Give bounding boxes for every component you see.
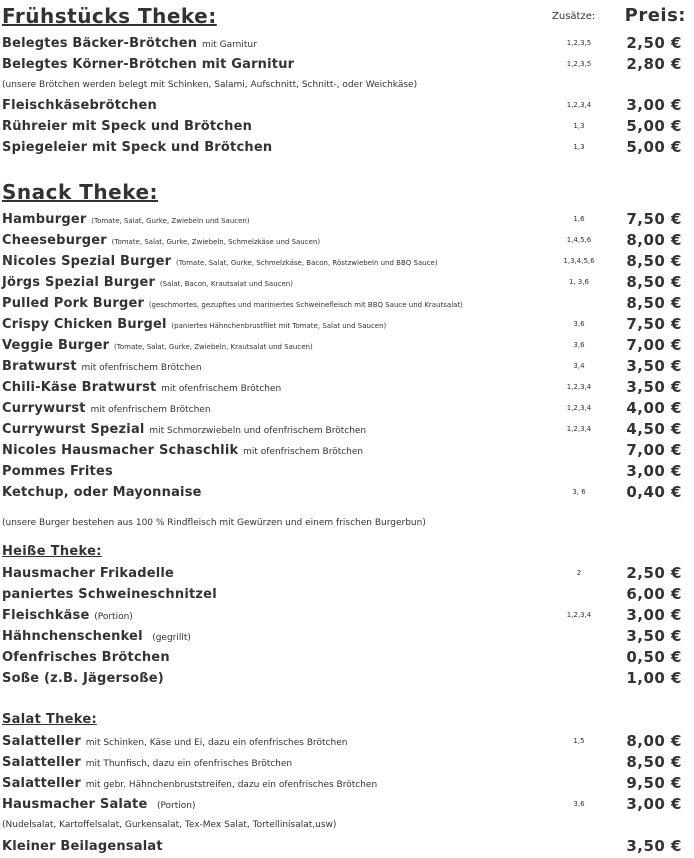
section-note: (unsere Burger bestehen aus 100 % Rindfleisch mit Gewürzen und einem frischen Burgerbun)	[2, 518, 426, 528]
item-price: 5,00 €	[626, 117, 682, 135]
item-price: 8,00 €	[626, 231, 682, 249]
item-price: 7,00 €	[626, 441, 682, 459]
menu-item	[2, 356, 692, 377]
item-name: Soße (z.B. Jägersoße)	[2, 671, 164, 686]
section-title-snack: Snack Theke:	[2, 180, 159, 204]
menu-item	[2, 794, 692, 815]
item-name: Fleischkäse (Portion)	[2, 608, 133, 623]
item-price: 6,00 €	[626, 585, 682, 603]
section-note: (unsere Brötchen werden belegt mit Schinken, Salami, Aufschnitt, Schnitt-, oder Weichkäse)	[2, 80, 418, 90]
item-description: mit Schmorzwiebeln und ofenfrischem Brötchen	[149, 426, 367, 436]
item-additives: 3,6	[573, 800, 585, 808]
item-name: Rühreier mit Speck und Brötchen	[2, 119, 253, 134]
menu-item	[2, 398, 692, 419]
item-price: 3,00 €	[626, 96, 682, 114]
item-price: 3,50 €	[626, 378, 682, 396]
item-price: 8,50 €	[626, 252, 682, 270]
item-additives: 1,4,5,6	[566, 236, 592, 244]
item-additives: 1,3,4,5,6	[563, 257, 595, 265]
item-name: Chili-Käse Bratwurst mit ofenfrischem Brötchen	[2, 380, 282, 395]
item-price: 8,50 €	[626, 753, 682, 771]
menu-item	[2, 836, 692, 857]
item-price: 7,00 €	[626, 336, 682, 354]
item-description: (Tomate, Salat, Gurke, Schmelzkäse, Bacon, Röstzwiebeln und BBQ Sauce)	[176, 259, 438, 267]
menu-item	[2, 335, 692, 356]
menu-item	[2, 605, 692, 626]
item-name: Salatteller mit Thunfisch, dazu ein ofenfrisches Brötchen	[2, 755, 293, 770]
menu-item	[2, 668, 692, 689]
item-price: 3,50 €	[626, 837, 682, 855]
item-price: 2,80 €	[626, 55, 682, 73]
item-name: Jörgs Spezial Burger (Salat, Bacon, Krautsalat und Saucen)	[2, 275, 293, 290]
menu-item	[2, 54, 692, 75]
item-price: 3,00 €	[626, 462, 682, 480]
item-description: (gegrillt)	[152, 633, 191, 643]
section-title-salat: Salat Theke:	[2, 712, 97, 727]
item-description: (Tomate, Salat, Gurke, Zwiebeln, Schmelzkäse und Saucen)	[111, 238, 321, 246]
item-additives: 1, 3,6	[568, 278, 590, 286]
item-name: Spiegeleier mit Speck und Brötchen	[2, 140, 273, 155]
item-name: Hamburger (Tomate, Salat, Gurke, Zwiebeln und Saucen)	[2, 212, 250, 227]
item-price: 2,50 €	[626, 34, 682, 52]
item-description: mit ofenfrischem Brötchen	[243, 447, 364, 457]
item-price: 7,50 €	[626, 210, 682, 228]
item-additives: 1,6	[573, 215, 585, 223]
menu-item	[2, 33, 692, 54]
item-name: Nicoles Hausmacher Schaschlik mit ofenfrischem Brötchen	[2, 443, 364, 458]
item-description: mit Thunfisch, dazu ein ofenfrisches Brötchen	[85, 759, 293, 769]
item-description: mit gebr. Hähnchenbruststreifen, dazu ein ofenfrisches Brötchen	[85, 780, 378, 790]
item-price: 2,50 €	[626, 564, 682, 582]
item-additives: 1,3	[573, 143, 585, 151]
menu-item	[2, 440, 692, 461]
item-name: Ofenfrisches Brötchen	[2, 650, 170, 665]
item-description: mit Schinken, Käse und Ei, dazu ein ofenfrisches Brötchen	[85, 738, 348, 748]
item-additives: 1,2,3,5	[566, 39, 592, 47]
item-additives: 3, 6	[572, 488, 586, 496]
section-title-heisse: Heiße Theke:	[2, 544, 102, 559]
menu-item	[2, 209, 692, 230]
item-additives: 3,4	[573, 362, 585, 370]
item-additives: 1,2,3,4	[566, 611, 592, 619]
menu-item	[2, 773, 692, 794]
item-name: Fleischkäsebrötchen	[2, 98, 157, 113]
item-additives: 1,2,3,4	[566, 101, 592, 109]
item-price: 3,50 €	[626, 627, 682, 645]
menu-item	[2, 419, 692, 440]
item-name: Currywurst mit ofenfrischem Brötchen	[2, 401, 211, 416]
item-price: 4,00 €	[626, 399, 682, 417]
item-additives: 1,2,3,4	[566, 383, 592, 391]
menu-item	[2, 752, 692, 773]
menu-item	[2, 137, 692, 158]
menu-item	[2, 116, 692, 137]
item-price: 4,50 €	[626, 420, 682, 438]
item-name: Bratwurst mit ofenfrischem Brötchen	[2, 359, 202, 374]
section-note: (Nudelsalat, Kartoffelsalat, Gurkensalat, Tex-Mex Salat, Tortellinisalat,usw)	[2, 820, 337, 830]
item-price: 8,50 €	[626, 294, 682, 312]
menu-item	[2, 731, 692, 752]
item-name: Hausmacher Frikadelle	[2, 566, 175, 581]
menu-item	[2, 230, 692, 251]
item-description: (paniertes Hähnchenbrustfilet mit Tomate, Salat und Saucen)	[171, 322, 387, 330]
item-price: 3,00 €	[626, 606, 682, 624]
item-price: 3,50 €	[626, 357, 682, 375]
menu-item	[2, 626, 692, 647]
menu-item	[2, 251, 692, 272]
item-price: 0,50 €	[626, 648, 682, 666]
item-name: Veggie Burger (Tomate, Salat, Gurke, Zwiebeln, Krautsalat und Saucen)	[2, 338, 313, 353]
menu-item	[2, 482, 692, 503]
item-price: 8,00 €	[626, 732, 682, 750]
item-additives: 3,6	[573, 320, 585, 328]
item-price: 1,00 €	[626, 669, 682, 687]
section-title-fruehstueck: Frühstücks Theke:	[2, 4, 217, 28]
item-additives: 1,5	[573, 737, 585, 745]
menu-item	[2, 293, 692, 314]
item-description: (Portion)	[94, 612, 133, 622]
menu-item	[2, 461, 692, 482]
item-name: Currywurst Spezial mit Schmorzwiebeln und ofenfrischem Brötchen	[2, 422, 367, 437]
item-name: Crispy Chicken Burgel (paniertes Hähnchenbrustfilet mit Tomate, Salat und Saucen)	[2, 317, 387, 332]
menu-item	[2, 272, 692, 293]
menu-item	[2, 377, 692, 398]
item-name: Hähnchenschenkel (gegrillt)	[2, 629, 191, 644]
item-additives: 1,2,3,5	[566, 60, 592, 68]
item-price: 9,50 €	[626, 774, 682, 792]
item-price: 0,40 €	[626, 483, 682, 501]
item-description: mit Garnitur	[201, 40, 257, 50]
item-price: 3,00 €	[626, 795, 682, 813]
item-description: (Tomate, Salat, Gurke, Zwiebeln und Saucen)	[91, 217, 250, 225]
menu-item	[2, 314, 692, 335]
item-name: Pulled Pork Burger (geschmortes, gezupftes und mariniertes Schweinefleisch mit BBQ Sauce und Krautsalat)	[2, 296, 463, 311]
item-name: Belegtes Körner-Brötchen mit Garnitur	[2, 57, 295, 72]
item-price: 7,50 €	[626, 315, 682, 333]
item-name: Salatteller mit gebr. Hähnchenbruststreifen, dazu ein ofenfrisches Brötchen	[2, 776, 378, 791]
menu-item	[2, 95, 692, 116]
item-name: Hausmacher Salate (Portion)	[2, 797, 196, 812]
menu-item	[2, 563, 692, 584]
item-additives: 3,6	[573, 341, 585, 349]
item-description: (Tomate, Salat, Gurke, Zwiebeln, Krautsalat und Saucen)	[114, 343, 313, 351]
additives-column-header: Zusätze:	[552, 11, 596, 22]
menu-item	[2, 647, 692, 668]
item-description: (Salat, Bacon, Krautsalat und Saucen)	[159, 280, 293, 288]
item-name: Cheeseburger (Tomate, Salat, Gurke, Zwiebeln, Schmelzkäse und Saucen)	[2, 233, 321, 248]
item-name: Kleiner Beilagensalat	[2, 839, 163, 854]
item-additives: 1,2,3,4	[566, 425, 592, 433]
item-price: 8,50 €	[626, 273, 682, 291]
item-additives: 2	[576, 569, 582, 577]
item-name: Pommes Frites	[2, 464, 113, 479]
item-description: mit ofenfrischem Brötchen	[90, 405, 211, 415]
item-name: paniertes Schweineschnitzel	[2, 587, 217, 602]
item-name: Salatteller mit Schinken, Käse und Ei, dazu ein ofenfrisches Brötchen	[2, 734, 348, 749]
item-name: Belegtes Bäcker-Brötchen mit Garnitur	[2, 36, 257, 51]
menu-item	[2, 584, 692, 605]
item-price: 5,00 €	[626, 138, 682, 156]
item-name: Ketchup, oder Mayonnaise	[2, 485, 202, 500]
item-description: (Portion)	[156, 801, 196, 811]
item-description: mit ofenfrischem Brötchen	[81, 363, 202, 373]
item-name: Nicoles Spezial Burger (Tomate, Salat, Gurke, Schmelzkäse, Bacon, Röstzwiebeln und BBQ Sauce)	[2, 254, 438, 269]
item-additives: 1,3	[573, 122, 585, 130]
item-description: mit ofenfrischem Brötchen	[161, 384, 282, 394]
item-description: (geschmortes, gezupftes und mariniertes Schweinefleisch mit BBQ Sauce und Krautsalat)	[148, 301, 463, 309]
price-column-header: Preis:	[624, 5, 686, 26]
item-additives: 1,2,3,4	[566, 404, 592, 412]
